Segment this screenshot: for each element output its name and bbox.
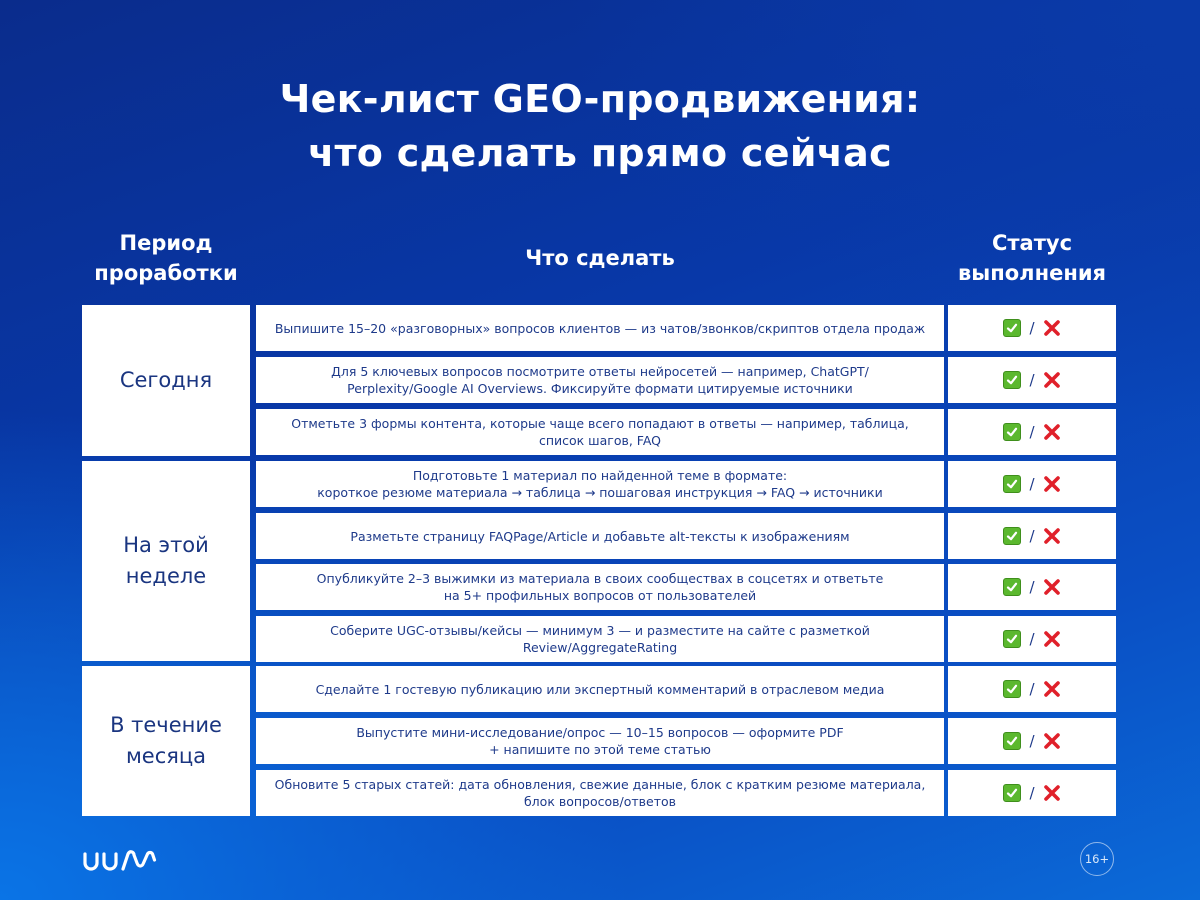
check-mark-icon[interactable] (1003, 784, 1021, 802)
status-separator: / (1029, 475, 1035, 493)
column-header-period (82, 228, 250, 288)
task-cell (256, 513, 944, 559)
status-separator: / (1029, 527, 1035, 545)
status-cell (948, 616, 1116, 662)
period-label-line-1: В течение (110, 713, 222, 737)
status-cell (948, 409, 1116, 455)
task-cell (256, 666, 944, 712)
check-mark-icon[interactable] (1003, 527, 1021, 545)
period-label-line-1: На этой (123, 533, 209, 557)
cross-mark-icon[interactable] (1043, 475, 1061, 493)
task-text-line-1: Подготовьте 1 материал по найденной теме в формате: (412, 468, 788, 483)
task-text-line-2: блок вопросов/ответов (523, 794, 676, 809)
cross-mark-icon[interactable] (1043, 784, 1061, 802)
task-text-line-1: Отметьте 3 формы контента, которые чаще всего попадают в ответы — например, таблица, (291, 416, 909, 431)
status-separator: / (1029, 630, 1035, 648)
task-text-line-1: Сделайте 1 гостевую публикацию или экспертный комментарий в отраслевом медиа (315, 681, 885, 697)
cross-mark-icon[interactable] (1043, 732, 1061, 750)
status-cell (948, 718, 1116, 764)
check-mark-icon[interactable] (1003, 319, 1021, 337)
task-cell (256, 564, 944, 610)
period-label-line-2: месяца (125, 744, 207, 768)
status-cell (948, 666, 1116, 712)
column-header-todo: Что сделать (525, 246, 675, 270)
page-title (0, 72, 1200, 180)
task-cell (256, 770, 944, 816)
task-cell (256, 305, 944, 351)
task-text-line-1: Обновите 5 старых статей: дата обновления, свежие данные, блок с кратким резюме материала, (274, 777, 926, 792)
status-cell (948, 513, 1116, 559)
check-mark-icon[interactable] (1003, 578, 1021, 596)
task-text-line-1: Опубликуйте 2–3 выжимки из материала в своих сообществах в соцсетях и ответьте (316, 571, 884, 586)
title-line-1: Чек-лист GEO-продвижения: (279, 77, 921, 121)
check-mark-icon[interactable] (1003, 371, 1021, 389)
cross-mark-icon[interactable] (1043, 527, 1061, 545)
task-text-line-1: Выпустите мини-исследование/опрос — 10–15 вопросов — оформите PDF (356, 725, 844, 740)
task-text-line-2: короткое резюме материала → таблица → пошаговая инструкция → FAQ → источники (317, 485, 883, 500)
status-cell (948, 770, 1116, 816)
task-text-line-1: Соберите UGC-отзывы/кейсы — минимум 3 — и разместите на сайте с разметкой (330, 623, 870, 638)
task-text-line-2: Perplexity/Google AI Overviews. Фиксируйте формати цитируемые источники (347, 381, 853, 396)
status-separator: / (1029, 784, 1035, 802)
column-header-status-line-1: Статус (991, 231, 1073, 255)
check-mark-icon[interactable] (1003, 423, 1021, 441)
age-rating-badge: 16+ (1080, 842, 1114, 876)
status-separator: / (1029, 680, 1035, 698)
status-cell (948, 305, 1116, 351)
task-text-line-2: + напишите по этой теме статью (489, 742, 711, 757)
task-text-line-1: Выпишите 15–20 «разговорных» вопросов клиентов — из чатов/звонков/скриптов отдела продаж (274, 320, 926, 336)
task-cell (256, 616, 944, 662)
task-text-line-2: Review/AggregateRating (522, 640, 678, 655)
status-separator: / (1029, 732, 1035, 750)
status-separator: / (1029, 371, 1035, 389)
brand-logo-icon (82, 846, 158, 874)
column-header-status (948, 228, 1116, 288)
status-cell (948, 357, 1116, 403)
check-mark-icon[interactable] (1003, 732, 1021, 750)
column-header-period-line-2: проработки (94, 261, 238, 285)
cross-mark-icon[interactable] (1043, 423, 1061, 441)
status-cell (948, 461, 1116, 507)
cross-mark-icon[interactable] (1043, 630, 1061, 648)
column-header-period-line-1: Период (119, 231, 213, 255)
task-cell (256, 718, 944, 764)
title-line-2: что сделать прямо сейчас (308, 131, 892, 175)
cross-mark-icon[interactable] (1043, 680, 1061, 698)
check-mark-icon[interactable] (1003, 680, 1021, 698)
check-mark-icon[interactable] (1003, 475, 1021, 493)
task-text-line-2: на 5+ профильных вопросов от пользователей (443, 588, 757, 603)
task-cell (256, 461, 944, 507)
column-header-status-line-2: выполнения (957, 261, 1107, 285)
period-cell-this-month (82, 666, 250, 816)
task-cell (256, 357, 944, 403)
task-cell (256, 409, 944, 455)
status-cell (948, 564, 1116, 610)
period-cell-this-week (82, 461, 250, 661)
status-separator: / (1029, 423, 1035, 441)
period-cell-today (82, 305, 250, 456)
status-separator: / (1029, 319, 1035, 337)
period-label-line-2: неделе (125, 564, 207, 588)
cross-mark-icon[interactable] (1043, 578, 1061, 596)
task-text-line-2: список шагов, FAQ (538, 433, 662, 448)
task-text-line-1: Для 5 ключевых вопросов посмотрите ответы нейросетей — например, ChatGPT/ (331, 364, 869, 379)
task-text-line-1: Разметьте страницу FAQPage/Article и добавьте alt-тексты к изображениям (350, 528, 850, 544)
cross-mark-icon[interactable] (1043, 319, 1061, 337)
cross-mark-icon[interactable] (1043, 371, 1061, 389)
period-label-line-1: Сегодня (119, 368, 213, 392)
status-separator: / (1029, 578, 1035, 596)
check-mark-icon[interactable] (1003, 630, 1021, 648)
